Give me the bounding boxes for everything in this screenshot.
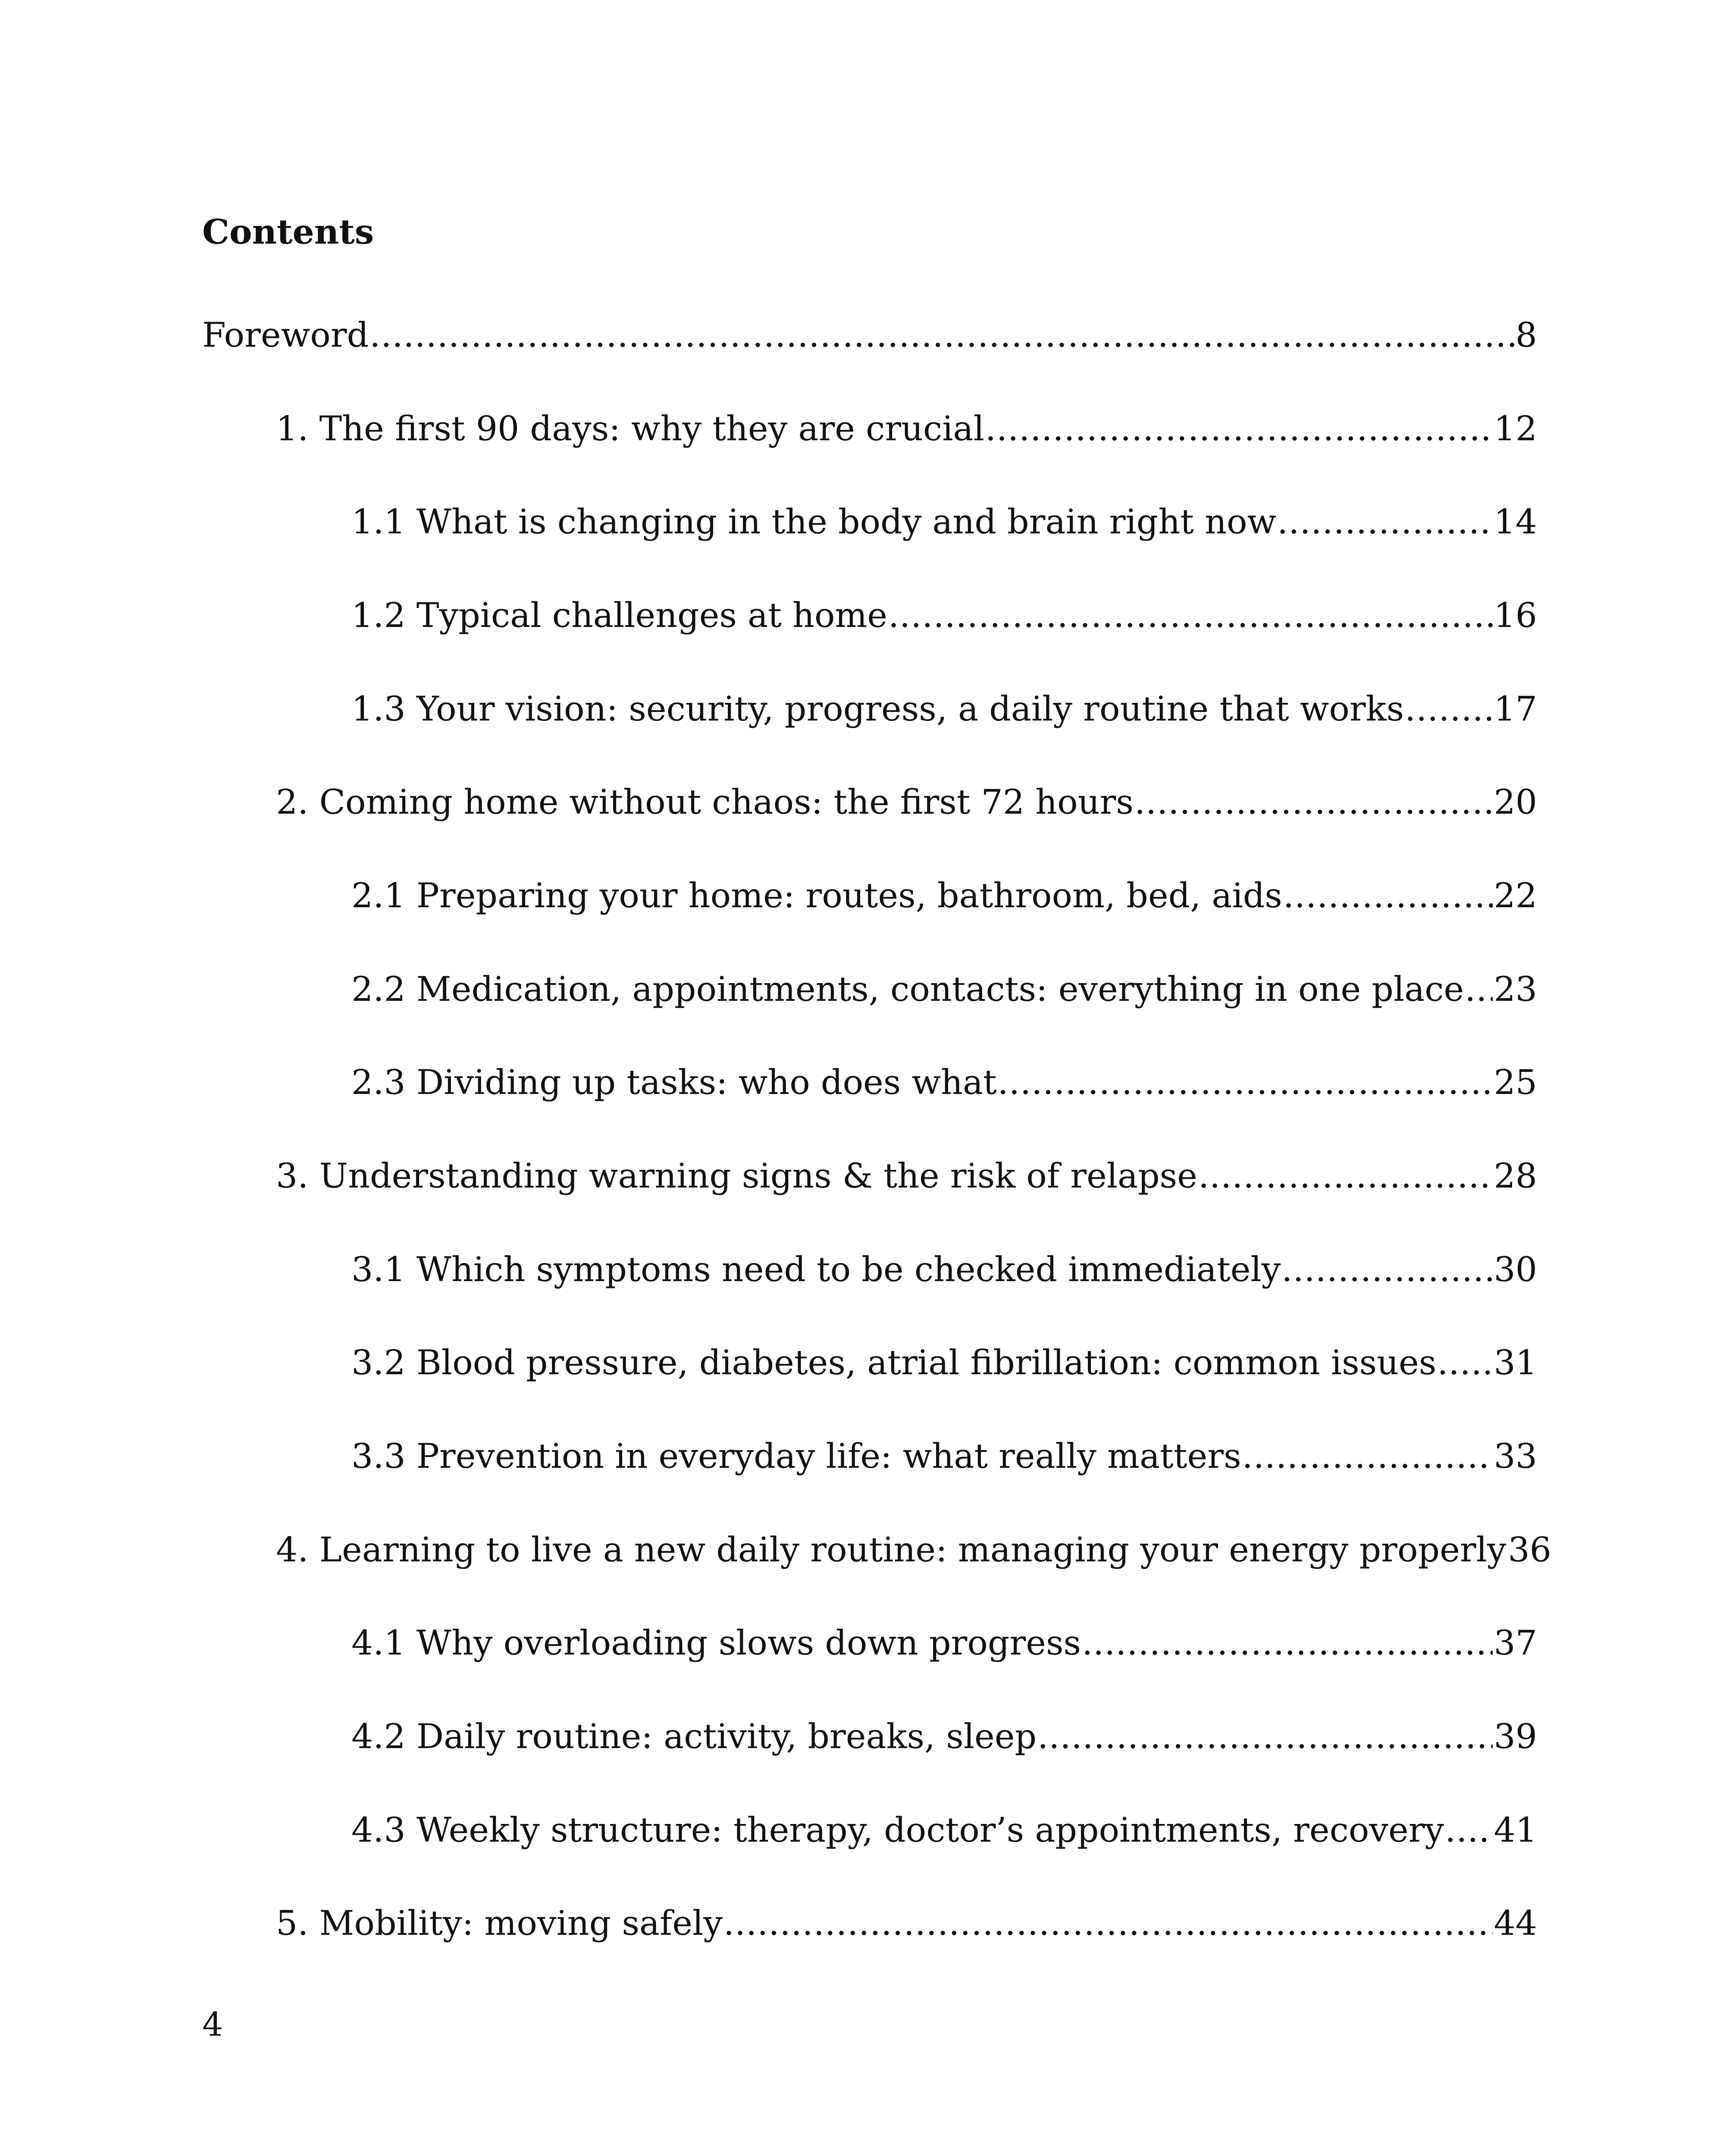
- toc-entry-section-2-1[interactable]: [351, 870, 1537, 921]
- toc-entry-page: 12: [1494, 409, 1537, 448]
- toc-entry-section-1-2[interactable]: [351, 589, 1537, 641]
- toc-entry-title: 3.3 Prevention in everyday life: what really matters: [351, 1436, 1241, 1476]
- dot-leader: [1465, 963, 1493, 1015]
- dot-leader: [985, 403, 1493, 454]
- toc-entry-page: 41: [1494, 1810, 1537, 1850]
- toc-entry-chapter-5[interactable]: [276, 1897, 1537, 1949]
- toc-entry-title: 1.2 Typical challenges at home: [351, 595, 888, 635]
- toc-entry-section-4-3[interactable]: [351, 1804, 1537, 1856]
- toc-entry-title: 3. Understanding warning signs & the risk of relapse: [276, 1156, 1197, 1196]
- toc-entry-chapter-2[interactable]: [276, 776, 1537, 828]
- toc-entry-page: 23: [1494, 969, 1537, 1009]
- dot-leader: [723, 1897, 1493, 1949]
- toc-entry-chapter-3[interactable]: [276, 1150, 1537, 1202]
- toc-entry-title: Foreword: [202, 315, 369, 355]
- toc-entry-foreword[interactable]: [202, 309, 1537, 361]
- toc-entry-section-3-2[interactable]: [351, 1337, 1537, 1388]
- dot-leader: [1445, 1804, 1493, 1856]
- dot-leader: [1281, 1244, 1493, 1295]
- toc-entry-page: 36: [1508, 1530, 1552, 1570]
- toc-entry-chapter-4[interactable]: [276, 1524, 1552, 1576]
- toc-entry-title: 4.2 Daily routine: activity, breaks, sleep: [351, 1717, 1037, 1756]
- toc-entry-page: 22: [1494, 876, 1537, 915]
- toc-entry-title: 1.3 Your vision: security, progress, a daily routine that works: [351, 689, 1404, 729]
- toc-entry-page: 37: [1494, 1623, 1537, 1663]
- toc-entry-page: 31: [1494, 1343, 1537, 1382]
- toc-entry-title: 1.1 What is changing in the body and brain right now: [351, 502, 1277, 542]
- toc-entry-page: 25: [1494, 1062, 1537, 1102]
- toc-entry-title: 2. Coming home without chaos: the first 72 hours: [276, 782, 1134, 822]
- toc-entry-section-4-1[interactable]: [351, 1617, 1537, 1669]
- toc-entry-title: 3.1 Which symptoms need to be checked immediately: [351, 1250, 1281, 1289]
- toc-entry-page: 33: [1494, 1436, 1537, 1476]
- toc-entry-page: 30: [1494, 1250, 1537, 1289]
- dot-leader: [1082, 1617, 1493, 1669]
- toc-entry-page: 14: [1494, 502, 1537, 542]
- toc-entry-section-4-2[interactable]: [351, 1711, 1537, 1762]
- toc-entry-section-2-2[interactable]: [351, 963, 1537, 1015]
- toc-entry-page: 39: [1494, 1717, 1537, 1756]
- page-number: 4: [202, 2005, 223, 2043]
- toc-entry-section-1-1[interactable]: [351, 496, 1537, 548]
- toc-entry-page: 28: [1494, 1156, 1537, 1196]
- toc-entry-title: 2.2 Medication, appointments, contacts: everything in one place: [351, 969, 1464, 1009]
- dot-leader: [1037, 1711, 1493, 1762]
- toc-entry-title: 4.1 Why overloading slows down progress: [351, 1623, 1081, 1663]
- toc-entry-page: 20: [1494, 782, 1537, 822]
- toc-entry-title: 2.1 Preparing your home: routes, bathroom, bed, aids: [351, 876, 1282, 915]
- dot-leader: [1134, 776, 1493, 828]
- dot-leader: [1283, 870, 1493, 921]
- toc-entry-title: 3.2 Blood pressure, diabetes, atrial fibrillation: common issues: [351, 1343, 1437, 1382]
- dot-leader: [1277, 496, 1493, 548]
- toc-entry-chapter-1[interactable]: [276, 403, 1537, 454]
- dot-leader: [888, 589, 1493, 641]
- toc-entry-page: 8: [1515, 315, 1537, 355]
- dot-leader: [1405, 683, 1493, 735]
- toc-entry-title: 4. Learning to live a new daily routine: managing your energy properly: [276, 1530, 1506, 1570]
- toc-entry-title: 4.3 Weekly structure: therapy, doctor’s appointments, recovery: [351, 1810, 1444, 1850]
- toc-entry-section-1-3[interactable]: [351, 683, 1537, 735]
- toc-entry-page: 44: [1494, 1903, 1537, 1943]
- toc-entry-title: 1. The first 90 days: why they are crucial: [276, 409, 984, 448]
- dot-leader: [370, 309, 1515, 361]
- toc-entry-page: 17: [1494, 689, 1537, 729]
- toc-entry-title: 2.3 Dividing up tasks: who does what: [351, 1062, 997, 1102]
- dot-leader: [1198, 1150, 1493, 1202]
- dot-leader: [998, 1056, 1493, 1108]
- contents-heading: Contents: [202, 212, 374, 252]
- dot-leader: [1242, 1430, 1493, 1482]
- toc-entry-page: 16: [1494, 595, 1537, 635]
- toc-entry-section-2-3[interactable]: [351, 1056, 1537, 1108]
- toc-entry-section-3-1[interactable]: [351, 1244, 1537, 1295]
- dot-leader: [1437, 1337, 1493, 1388]
- toc-entry-section-3-3[interactable]: [351, 1430, 1537, 1482]
- toc-entry-title: 5. Mobility: moving safely: [276, 1903, 723, 1943]
